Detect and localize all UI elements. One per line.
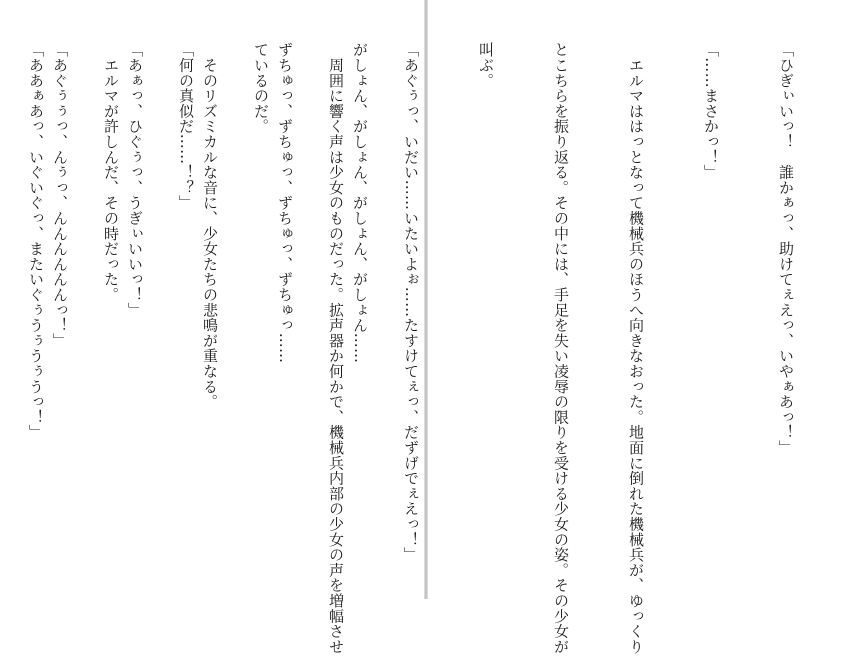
text-line: エルマははっとなって機械兵のほうへ向きなおった。地面に倒れた機械兵が、ゆっくり — [627, 42, 645, 654]
text-line: 「あぁっ、ひぐぅっ、うぎぃいいっ！」 — [126, 42, 144, 318]
text-line: 叫ぶ。 — [477, 42, 495, 88]
text-line: とこちらを振り返る。その中には、手足を失い凌辱の限りを受ける少女の姿。その少女が — [552, 42, 570, 654]
text-line: 「あぐぅっ、いだい……いたいよぉ……たすけてぇっ、だずげでぇえっ！」 — [402, 42, 420, 563]
text-line: エルマが許しんだ、その時だった。 — [102, 42, 120, 303]
text-line: ずちゅっ、ずちゅっ、ずちゅっ、ずちゅっ…… — [276, 42, 294, 364]
text-line: 「あぐぅぅっ、んぅっ、んんんんんんっ！」 — [51, 42, 69, 348]
text-line: そのリズミカルな音に、少女たちの悲鳴が重なる。 — [201, 42, 219, 410]
text-line: がしょん、がしょん、がしょん、がしょん…… — [351, 42, 369, 364]
text-line: ているのだ。 — [252, 42, 270, 134]
text-line: 「ひぎぃいっ！ 誰かぁっ、助けてぇえっ、いやぁあっ！」 — [777, 42, 795, 456]
text-line: 周囲に響く声は少女のものだった。拡声器か何かで、機械兵内部の少女の声を増幅させ — [327, 42, 345, 654]
right-page-text — [0, 42, 848, 654]
text-line: 「何の真似だ……！？」 — [177, 42, 195, 211]
text-line: 「……まさかっ！」 — [702, 42, 720, 180]
text-line: 「ああぁあっ、いぐいぐっ、またいぐぅうぅうぅうっ！」 — [27, 42, 45, 440]
